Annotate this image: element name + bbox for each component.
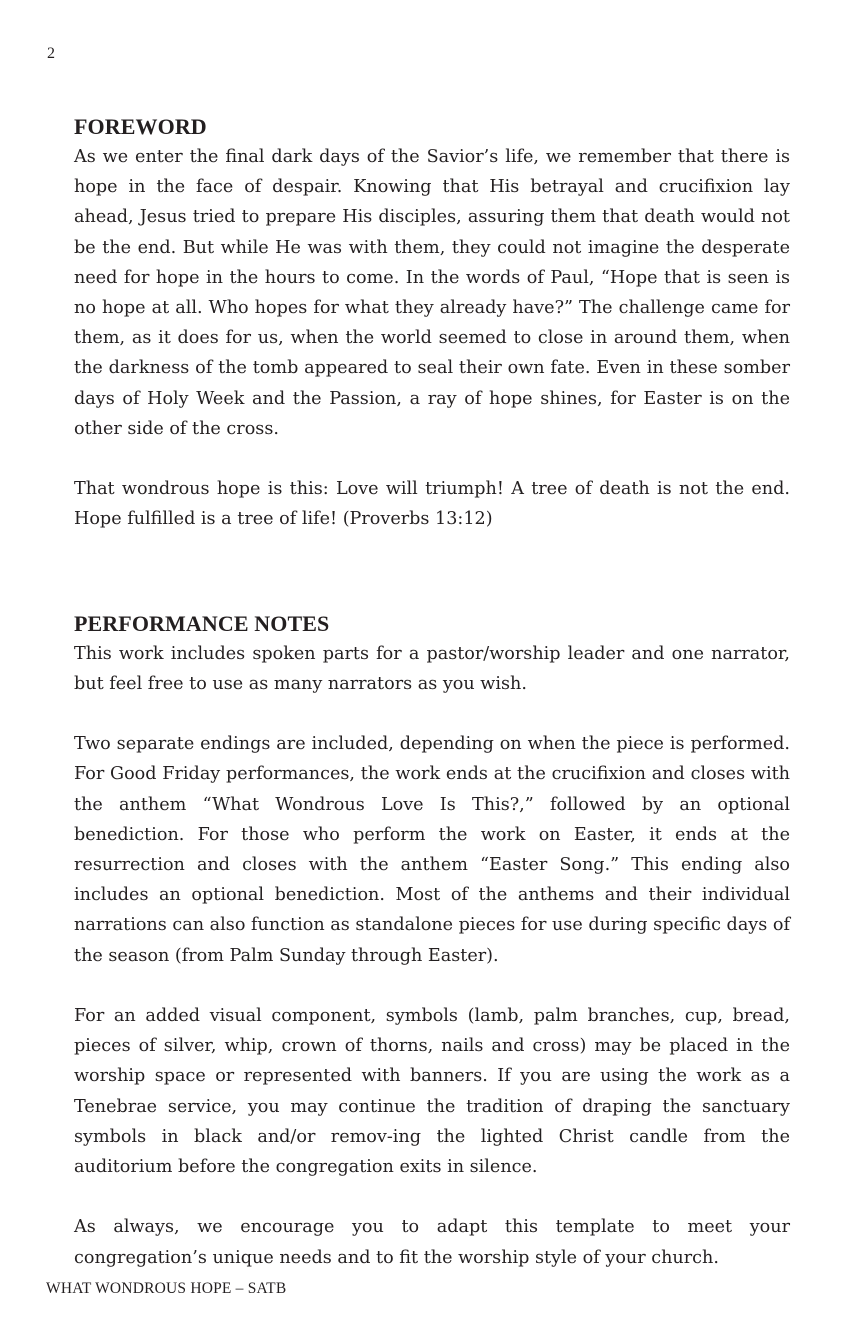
performance-notes-heading: PERFORMANCE NOTES: [74, 610, 330, 636]
page-number: 2: [47, 45, 55, 62]
performance-notes-section: [74, 609, 790, 1273]
performance-notes-paragraph: As always, we encourage you to adapt this template to meet your congregation’s unique needs and to fit the worship style of your church.: [74, 1217, 790, 1268]
foreword-paragraph: As we enter the final dark days of the Savior’s life, we remember that there is hope in the face of despair. Knowing that His betrayal and crucifixion lay ahead, Jesus tried to prepare His disciples, assuring them that death would not be the end. But while He was with them, they could not imagine the desperate need for hope in the hours to come. In the words of Paul, “Hope that is seen is no hope at all. Who hopes for what they already have?” The challenge came for them, as it does for us, when the world seemed to close in around them, when the darkness of the tomb appeared to seal their own fate. Even in these somber days of Holy Week and the Passion, a ray of hope shines, for Easter is on the other side of the cross.: [74, 147, 790, 439]
running-footer: WHAT WONDROUS HOPE – SATB: [46, 1280, 287, 1297]
section-spacer: [74, 535, 790, 609]
performance-notes-paragraph: This work includes spoken parts for a pastor/worship leader and one narrator, but feel free to use as many narrators as you wish.: [74, 643, 790, 694]
performance-notes-paragraph: Two separate endings are included, depending on when the piece is performed. For Good Friday performances, the work ends at the crucifixion and closes with the anthem “What Wondrous Love Is This?,” followed by an optional benediction. For those who perform the work on Easter, it ends at the resurrection and closes with the anthem “Easter Song.” This ending also includes an optional benediction. Most of the anthems and their individual narrations can also function as standalone pieces for use during specific days of the season (from Palm Sunday through Easter).: [74, 734, 790, 966]
performance-notes-paragraph: For an added visual component, symbols (lamb, palm branches, cup, bread, pieces of silver, whip, crown of thorns, nails and cross) may be placed in the worship space or represented with banners. If you are using the work as a Tenebrae service, you may continue the tradition of draping the sanctuary symbols in black and/or remov-ing the lighted Christ candle from the auditorium before the congregation exits in silence.: [74, 1006, 790, 1178]
page-content: [74, 112, 790, 1273]
foreword-heading: FOREWORD: [74, 114, 207, 139]
foreword-paragraph: That wondrous hope is this: Love will triumph! A tree of death is not the end. Hope fulfilled is a tree of life! (Proverbs 13:12): [74, 479, 790, 530]
foreword-section: [74, 112, 790, 535]
